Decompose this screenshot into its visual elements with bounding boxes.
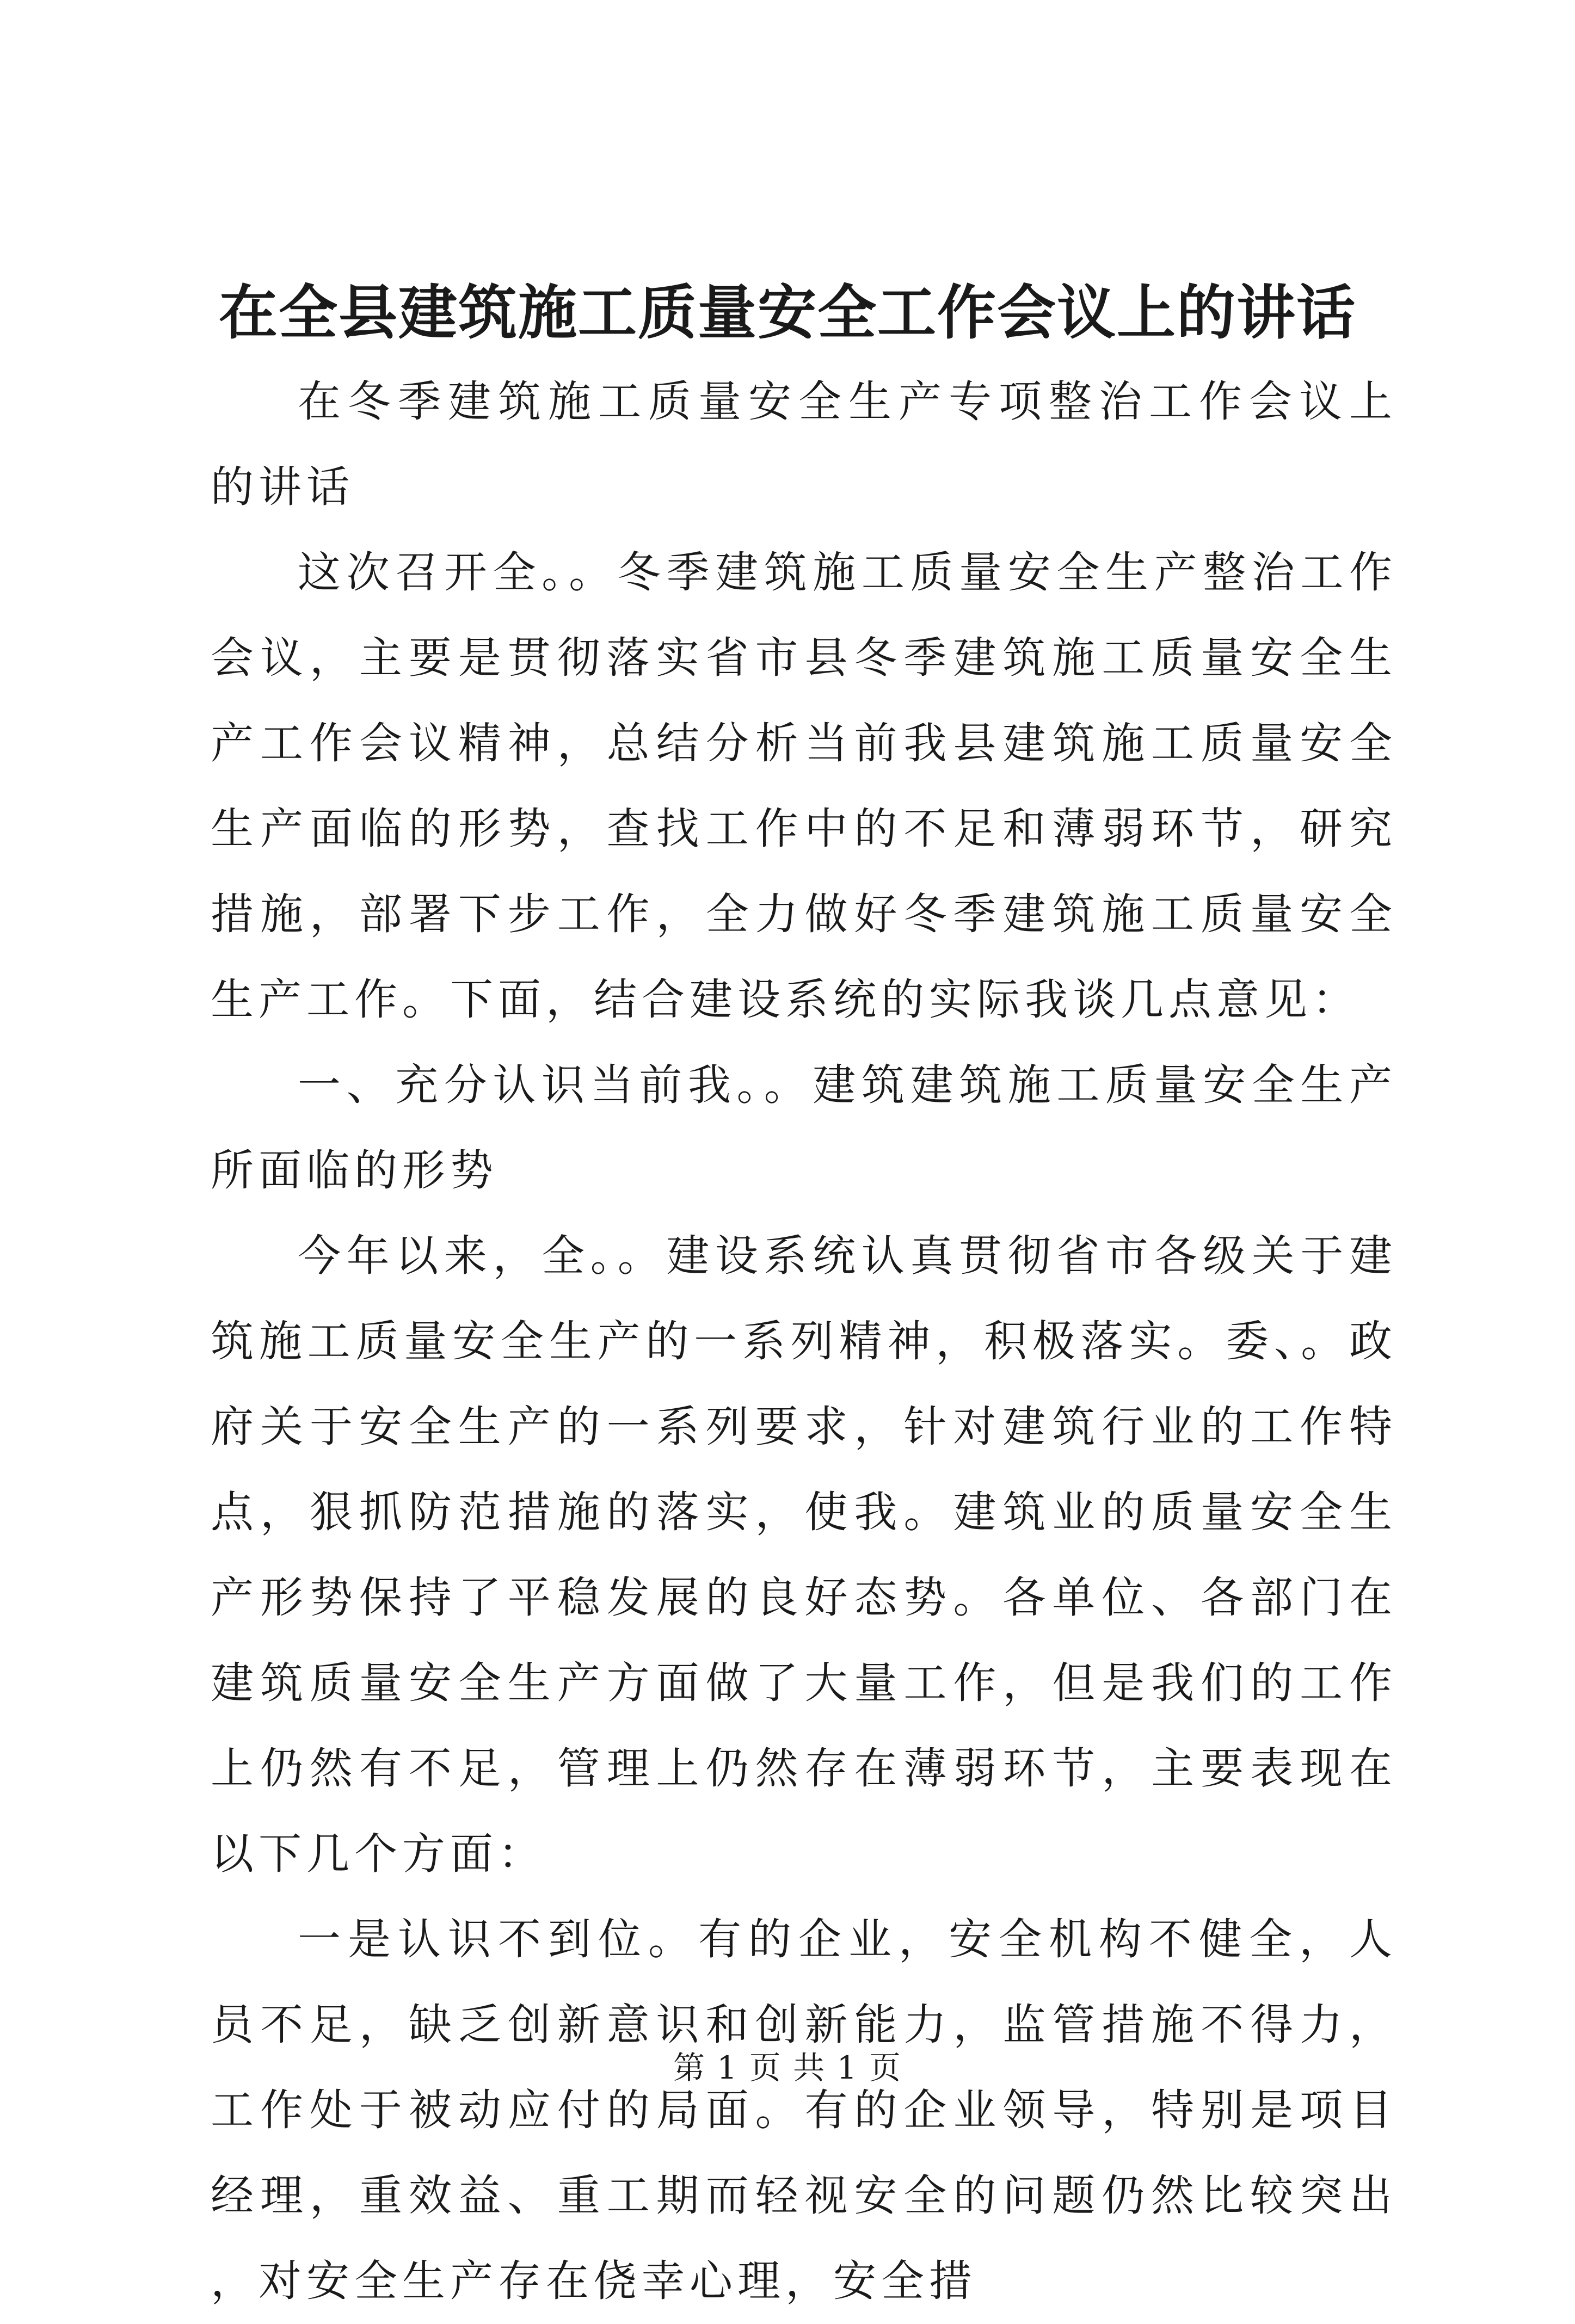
paragraph-subtitle: 在冬季建筑施工质量安全生产专项整治工作会议上的讲话: [211, 377, 1397, 512]
document-title: 在全县建筑施工质量安全工作会议上的讲话: [218, 279, 1356, 347]
document-body: [211, 359, 1397, 2324]
paragraph-section-heading: 一、充分认识当前我。。建筑建筑施工质量安全生产所面临的形势: [211, 1060, 1397, 1195]
page-footer: 第 1 页 共 1 页: [673, 2049, 902, 2086]
paragraph-situation: 今年以来，全。。建设系统认真贯彻省市各级关于建筑施工质量安全生产的一系列精神，积极落实。委、。政府关于安全生产的一系列要求，针对建筑行业的工作特点，狠抓防范措施的落实，使我。建筑业的质量安全生产形势保持了平稳发展的良好态势。各单位、各部门在建筑质量安全生产方面做了大量工作，但是我们的工作上仍然有不足，管理上仍然存在薄弱环节，主要表现在以下几个方面：: [211, 1231, 1397, 1879]
paragraph-point-one: 一是认识不到位。有的企业，安全机构不健全，人员不足，缺乏创新意识和创新能力，监管措施不得力，工作处于被动应付的局面。有的企业领导，特别是项目经理，重效益、重工期而轻视安全的问题仍然比较突出，对安全生产存在侥幸心理，安全措: [211, 1914, 1397, 2306]
paragraph-intro: 这次召开全。。冬季建筑施工质量安全生产整治工作会议，主要是贯彻落实省市县冬季建筑施工质量安全生产工作会议精神，总结分析当前我县建筑施工质量安全生产面临的形势，查找工作中的不足和薄弱环节，研究措施，部署下步工作，全力做好冬季建筑施工质量安全生产工作。下面，结合建设系统的实际我谈几点意见：: [211, 547, 1397, 1025]
